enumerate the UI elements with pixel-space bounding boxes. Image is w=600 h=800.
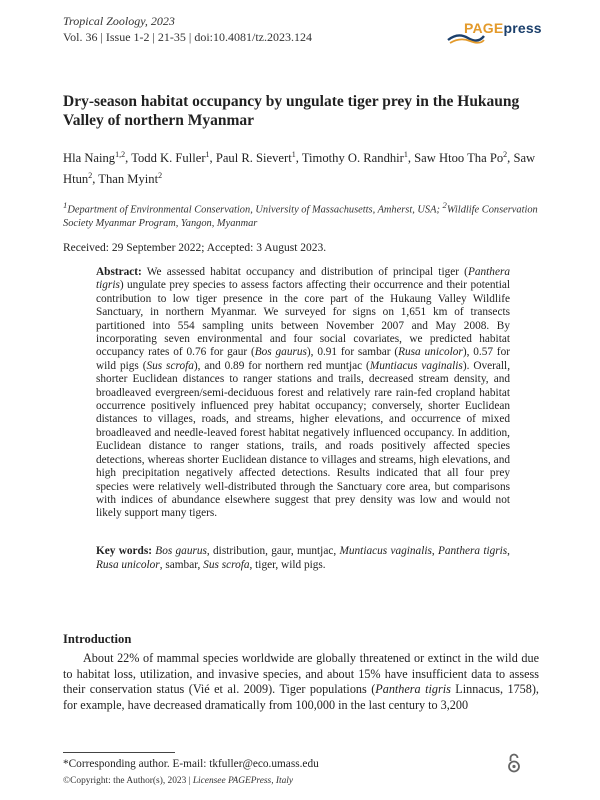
volume-issue-doi: Vol. 36 | Issue 1-2 | 21-35 | doi:10.4081/tz.2023.124 (63, 30, 312, 44)
affiliation-2: Wildlife Conservation Society Myanmar Program, Yangon, Myanmar (63, 204, 538, 229)
species-name: Bos gaurus (254, 346, 307, 359)
corresponding-author: *Corresponding author. E-mail: tkfuller@eco.umass.edu (63, 758, 319, 770)
author-name: Hla Naing$^{1,2}$ (63, 150, 126, 166)
introduction-heading: Introduction (63, 632, 132, 646)
keywords-text: , sambar, (159, 558, 204, 571)
affiliation-marker: 1 (63, 200, 68, 210)
keywords-text: , distribution, gaur, muntjac, (206, 545, 340, 557)
author-affiliation-marker: 2 (158, 171, 163, 181)
species-name: Muntiacus vaginalis (369, 359, 463, 372)
affiliation-marker: 2 (442, 200, 447, 210)
author-affiliation-marker: 1 (205, 150, 210, 159)
author-affiliation-marker: 2 (503, 150, 508, 159)
author-affiliation-marker: 1 (403, 150, 408, 159)
abstract-text: We assessed habitat occupancy and distribution of principal tiger ( (141, 266, 468, 278)
abstract-body (96, 266, 510, 519)
author-name: Paul R. Sievert$^1$ (215, 150, 296, 166)
author-name: Than Myint$^2$ (98, 171, 163, 187)
author-name: Saw Htoo Tha Po$^2$ (414, 150, 508, 166)
species-name: Panthera tigris (96, 266, 510, 292)
journal-name: Tropical Zoology, 2023 (63, 14, 175, 28)
affiliation-1: Department of Environmental Conservation, University of Massachusetts, Amherst, USA; (67, 204, 440, 216)
affiliations (63, 199, 543, 230)
abstract-text: ), 0.91 for sambar ( (306, 346, 399, 359)
species-name: Panthera tigris (437, 545, 508, 557)
received-accepted-dates: Received: 29 September 2022; Accepted: 3 August 2023. (63, 242, 327, 254)
license-text: Licensee PAGEPress, Italy (192, 776, 294, 786)
author-affiliation-marker: 2 (88, 171, 93, 181)
keywords-text: , (431, 545, 438, 557)
author-name: Timothy O. Randhir$^1$ (301, 150, 408, 166)
keywords-label: Key words: (96, 545, 152, 557)
author-affiliation-marker: 1,2 (115, 150, 126, 159)
species-name: Sus scrofa (203, 558, 250, 571)
article-title: Dry-season habitat occupancy by ungulate tiger prey in the Hukaung Valley of northern Myanmar (63, 93, 520, 129)
abstract-label: Abstract: (96, 266, 142, 278)
author-affiliation-marker: 1 (291, 150, 296, 159)
species-name: Sus scrofa (146, 359, 194, 372)
author-name: Saw Htun$^2$ (63, 151, 536, 187)
introduction-paragraph (63, 651, 539, 713)
keywords-text: , (507, 545, 510, 557)
introduction-text: About 22% of mammal species worldwide are globally threatened or extinct in the wild due to habitat loss, utilization, and invasive species, and about 15% have insufficient data to assess their conservation status (Vié et al. 2009). Tiger populations ( (63, 651, 539, 697)
open-access-icon[interactable] (507, 752, 521, 774)
copyright-line: ©Copyright: the Author(s), 2023 | Licensee PAGEPress, Italy (63, 776, 294, 786)
author-list: Hla Naing$^{1,2}$, Todd K. Fuller$^1$, Paul R. Sievert$^1$, Timothy O. Randhir$^1$, Saw Htoo Tha Po$^2$, Saw Htun$^2$, Than Myint$^2$ (63, 150, 536, 187)
species-name: Muntiacus vaginalis (339, 545, 432, 557)
abstract-text: ). Overall, shorter Euclidean distances to ranger stations and trails, decreased stream density, and broadleaved evergreen/semi-deciduous forest and relatively rare rain-fed cropland habitat occurrence positively influenced prey habitat occupancy; conversely, shorter Euclidean distances to villages, roads, and streams, higher elevations, and occurrence of mixed broadleaved and needle-leaved forest habitat negatively influenced occupancy. In addition, Euclidean distance to ranger stations, trails, and roads positively affected species detections, whereas shorter Euclidean distance to villages and streams, high elevations, and high precipitation negatively affected detections. Results indicated that all four prey species were relatively well-distributed through the Sanctuary core area, but comparisons with indices of abundance elsewhere suggest that prey density was low and would not likely support many tigers. (96, 359, 511, 520)
keywords-text: , tiger, wild pigs. (249, 558, 326, 571)
species-name: Bos gaurus (155, 545, 207, 557)
publisher-logo-text: PAGEpress (464, 20, 542, 36)
footnote-divider (63, 752, 175, 753)
author-name: Todd K. Fuller$^1$ (131, 150, 210, 166)
abstract-text: ), 0.57 for wild pigs ( (96, 346, 510, 372)
introduction-text: Linnacus, 1758), for example, have decreased dramatically from 100,000 in the last century to 3,200 (63, 682, 539, 712)
keywords-body (96, 545, 510, 571)
abstract-text: ), and 0.89 for northern red muntjac ( (193, 359, 370, 372)
abstract-text: ) ungulate prey species to assess factors affecting their occurrence and their potential contribution to low tiger presence in the core part of the Hukaung Valley Wildlife Sanctuary, in northern Myanmar. We surveyed for signs on 1,651 km of transects partitioned into 554 sampling units between November 2007 and May 2008. By incorporating seven environmental and four social covariates, we predicted habitat occupancy rates of 0.76 for gaur ( (96, 279, 510, 359)
keywords (96, 545, 510, 572)
species-name: Panthera tigris (375, 682, 451, 697)
abstract (96, 266, 510, 521)
species-name: Rusa unicolor (398, 346, 463, 359)
publisher-logo[interactable] (446, 18, 556, 48)
species-name: Rusa unicolor (96, 558, 160, 571)
